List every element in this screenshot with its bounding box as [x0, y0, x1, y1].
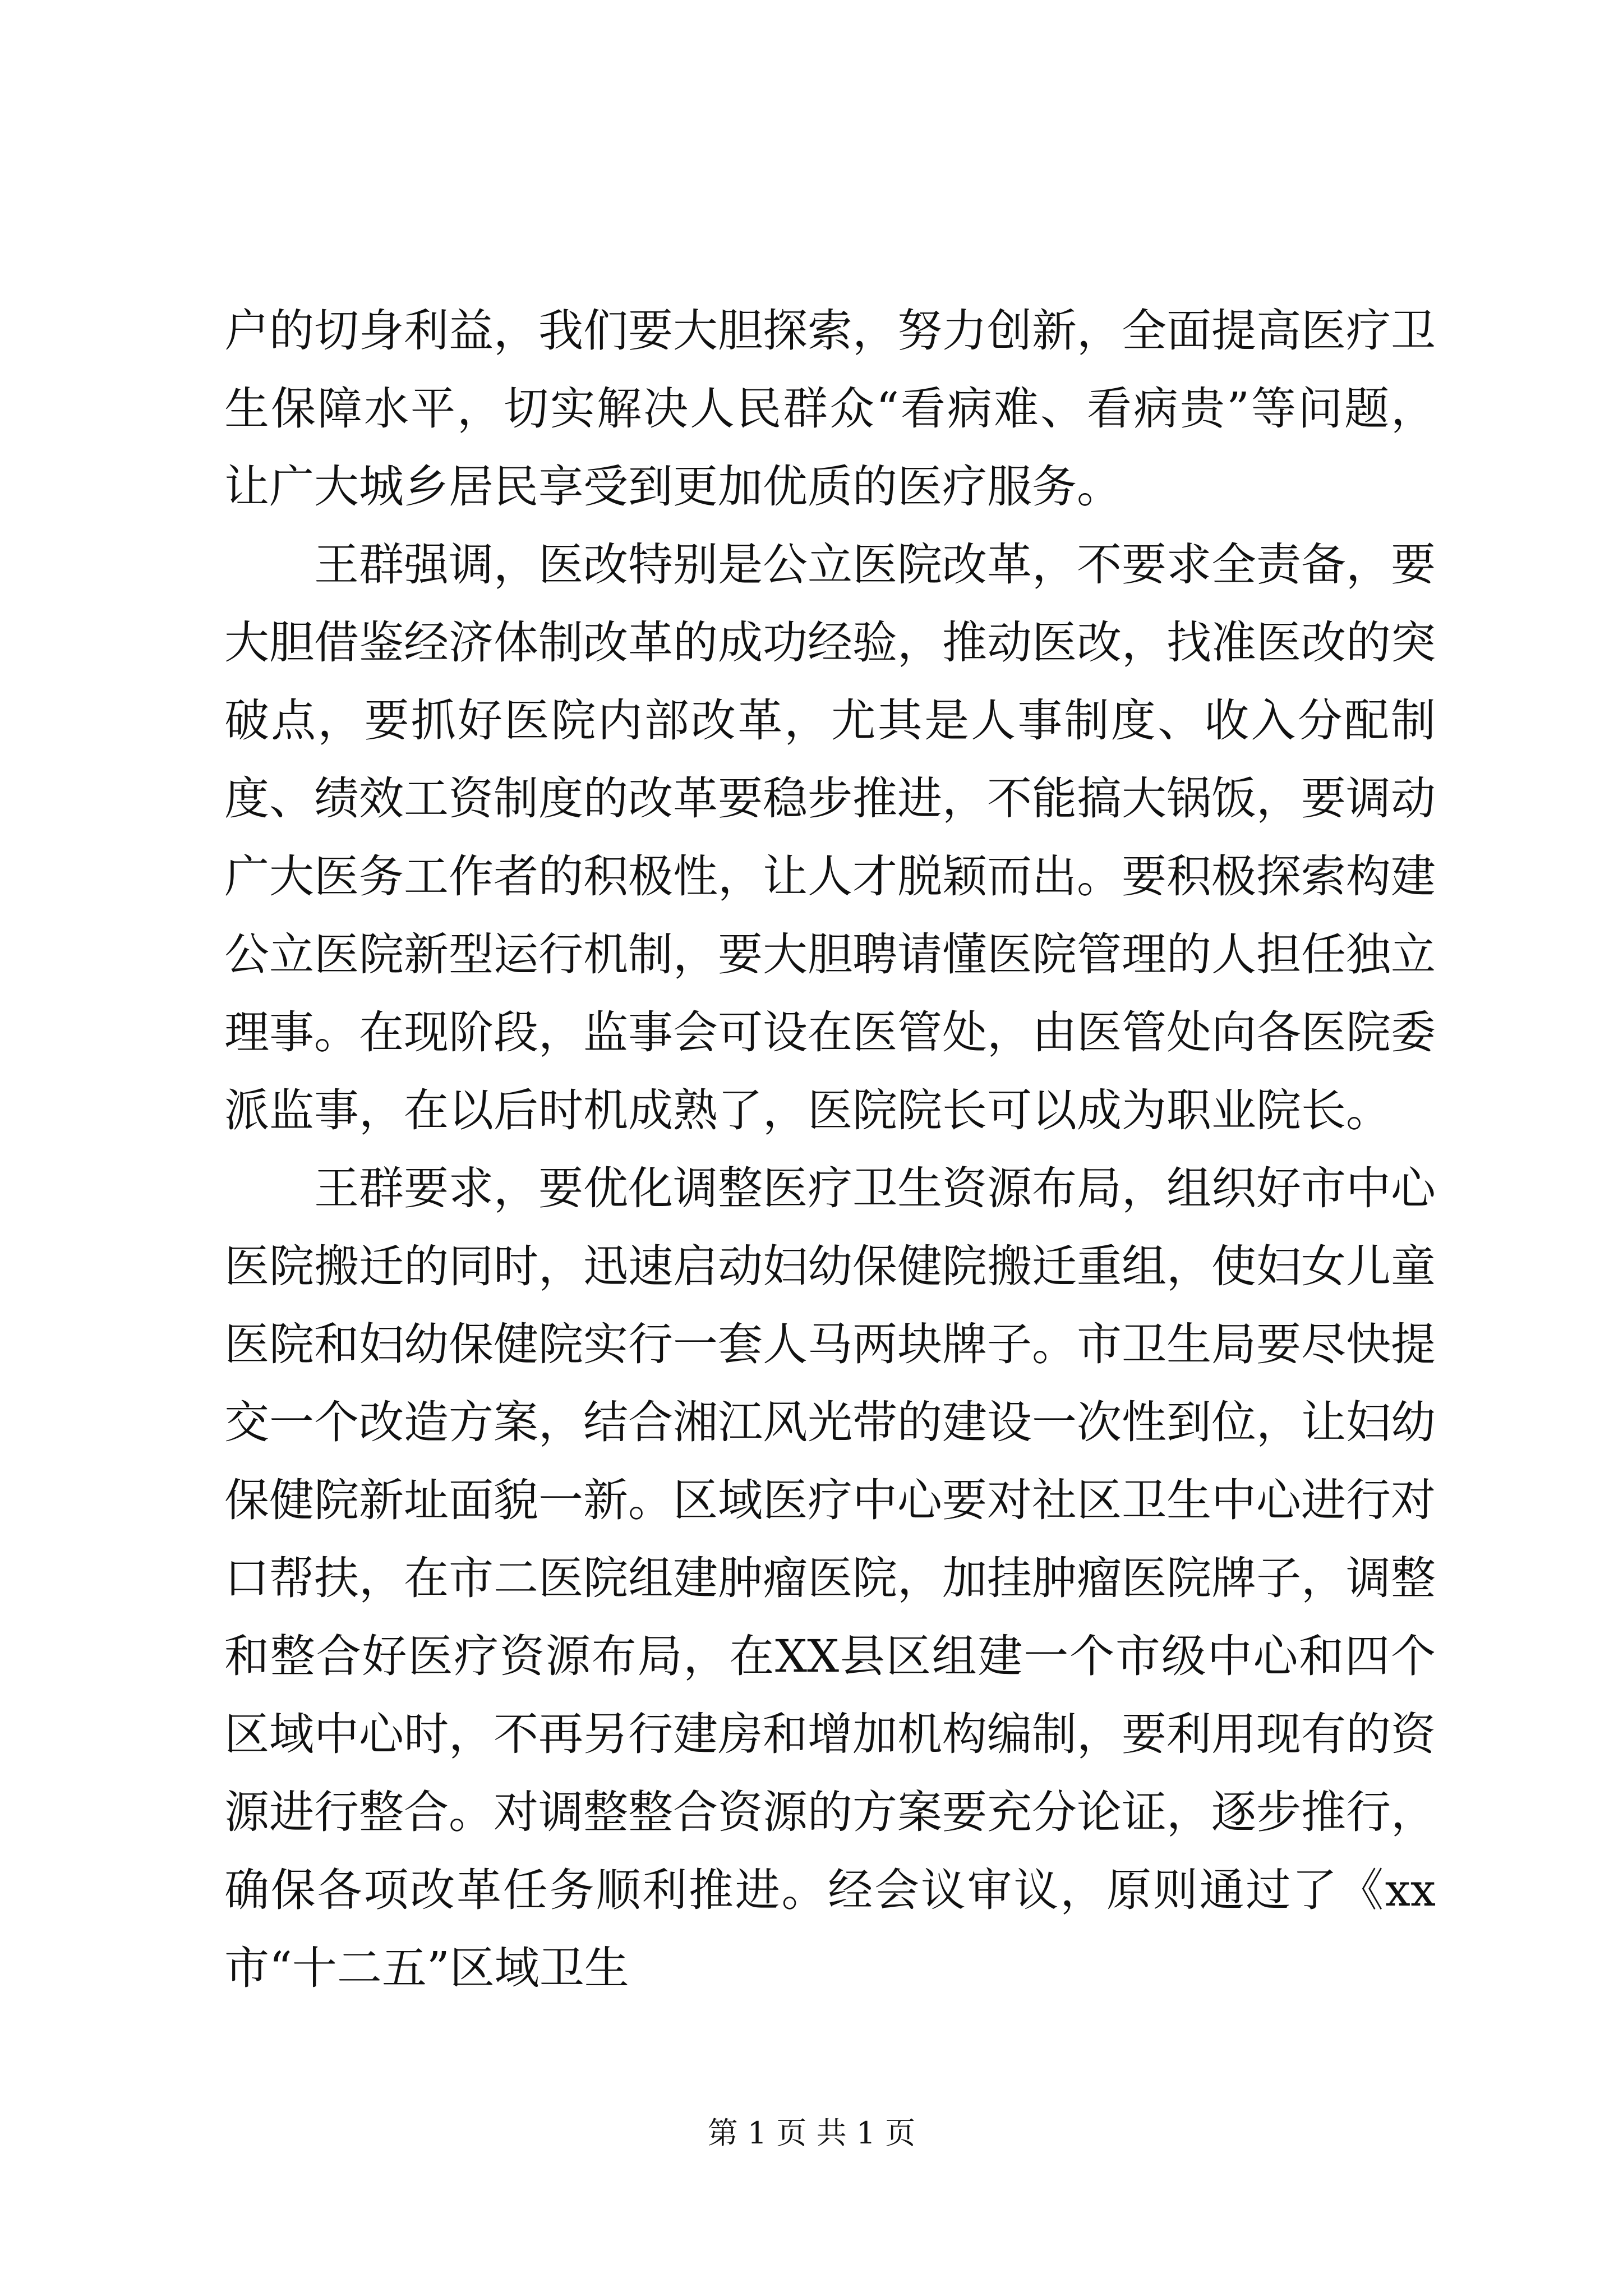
paragraph-continuation: 户的切身利益，我们要大胆探索，努力创新，全面提高医疗卫生保障水平，切实解决人民群众“看病难、看病贵”等问题，让广大城乡居民享受到更加优质的医疗服务。	[224, 305, 1436, 513]
paragraph-wangqun-emphasizes: 王群强调，医改特别是公立医院改革，不要求全责备，要大胆借鉴经济体制改革的成功经验，推动医改，找准医改的突破点，要抓好医院内部改革，尤其是人事制度、收入分配制度、绩效工资制度的改革要稳步推进，不能搞大锅饭，要调动广大医务工作者的积极性，让人才脱颖而出。要积极探索构建公立医院新型运行机制，要大胆聘请懂医院管理的人担任独立理事。在现阶段，监事会可设在医管处，由医管处向各医院委派监事，在以后时机成熟了，医院院长可以成为职业院长。	[224, 539, 1436, 1137]
paragraph-wangqun-requires: 王群要求，要优化调整医疗卫生资源布局，组织好市中心医院搬迁的同时，迅速启动妇幼保健院搬迁重组，使妇女儿童医院和妇幼保健院实行一套人马两块牌子。市卫生局要尽快提交一个改造方案，结合湘江风光带的建设一次性到位，让妇幼保健院新址面貌一新。区域医疗中心要对社区卫生中心进行对口帮扶，在市二医院组建肿瘤医院，加挂肿瘤医院牌子，调整和整合好医疗资源布局，在XX县区组建一个市级中心和四个区域中心时，不再另行建房和增加机构编制，要利用现有的资源进行整合。对调整整合资源的方案要充分论证，逐步推行，确保各项改革任务顺利推进。经会议审议，原则通过了《xx市“十二五”区域卫生	[224, 1162, 1436, 1994]
page-footer: 第 1 页 共 1 页	[707, 2115, 916, 2151]
document-body	[224, 292, 1436, 2007]
